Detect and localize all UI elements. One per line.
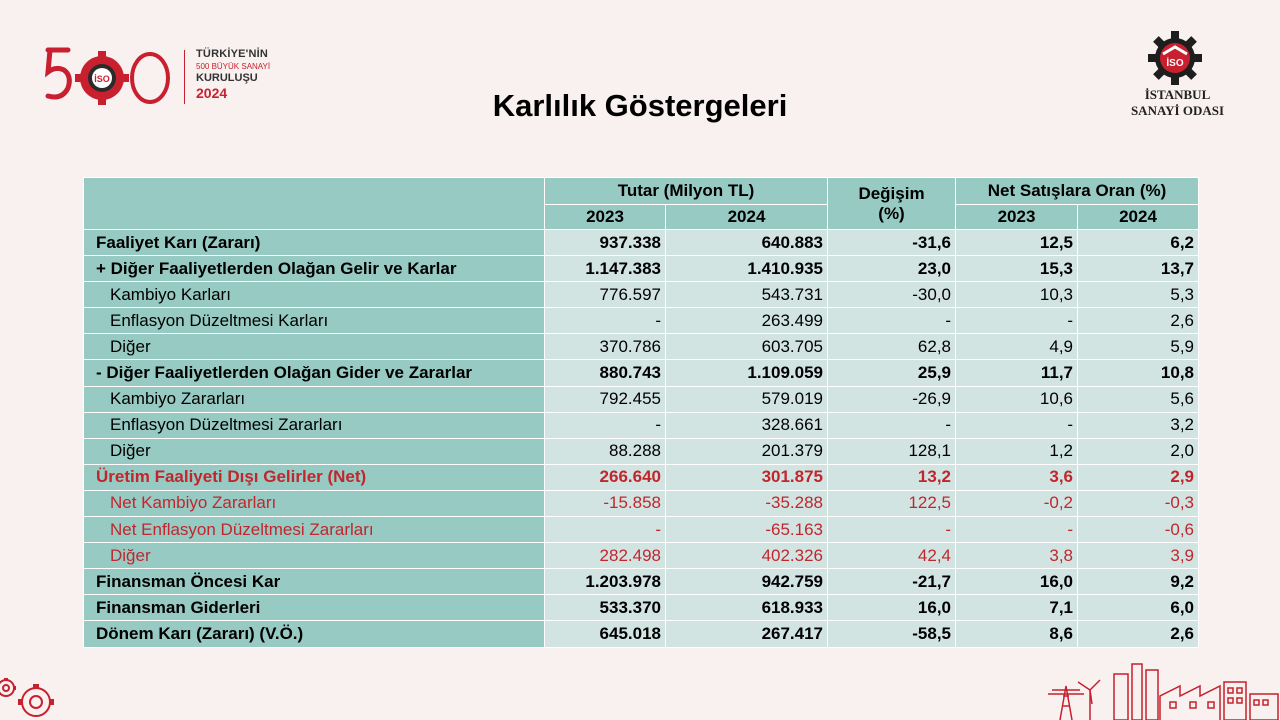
header-ratio-year-2023: 2023: [956, 205, 1078, 230]
table-row: [84, 621, 1199, 647]
cell-change: 16,0: [828, 595, 956, 621]
cell-amount-2023: 792.455: [545, 386, 666, 412]
cell-ratio-2023: 4,9: [956, 334, 1078, 360]
cell-amount-2024: 1.410.935: [666, 256, 828, 282]
cell-ratio-2023: 16,0: [956, 569, 1078, 595]
row-label: Diğer: [84, 334, 545, 360]
cell-amount-2023: 282.498: [545, 543, 666, 569]
cell-change: -: [828, 517, 956, 543]
cell-ratio-2024: 13,7: [1078, 256, 1199, 282]
table-row: [84, 490, 1199, 516]
cell-amount-2023: -15.858: [545, 490, 666, 516]
cell-ratio-2024: -0,6: [1078, 517, 1199, 543]
header-amount-group: Tutar (Milyon TL): [545, 178, 828, 205]
cell-change: -: [828, 412, 956, 438]
cell-ratio-2024: 2,9: [1078, 464, 1199, 490]
row-label: Enflasyon Düzeltmesi Zararları: [84, 412, 545, 438]
cell-ratio-2023: -: [956, 412, 1078, 438]
cell-amount-2024: 618.933: [666, 595, 828, 621]
org-name-line-1: İSTANBUL: [1144, 87, 1211, 102]
cell-ratio-2023: -: [956, 308, 1078, 334]
header-empty: [84, 178, 545, 230]
cell-change: -21,7: [828, 569, 956, 595]
cell-change: 122,5: [828, 490, 956, 516]
cell-change: -: [828, 308, 956, 334]
cell-amount-2024: -65.163: [666, 517, 828, 543]
cell-amount-2023: 1.147.383: [545, 256, 666, 282]
logo-year: 2024: [196, 85, 228, 101]
table-row: [84, 464, 1199, 490]
org-name-line-2: SANAYİ ODASI: [1130, 103, 1225, 118]
table-row: [84, 543, 1199, 569]
cell-change: -31,6: [828, 230, 956, 256]
cell-amount-2023: 645.018: [545, 621, 666, 647]
table-header-row-1: [84, 178, 1199, 205]
cell-ratio-2024: 10,8: [1078, 360, 1199, 386]
cell-amount-2024: 402.326: [666, 543, 828, 569]
cell-ratio-2024: 5,9: [1078, 334, 1199, 360]
cell-change: -26,9: [828, 386, 956, 412]
table-row: [84, 569, 1199, 595]
cell-amount-2024: 263.499: [666, 308, 828, 334]
cell-amount-2024: 640.883: [666, 230, 828, 256]
table-row: [84, 282, 1199, 308]
table-row: [84, 256, 1199, 282]
cell-change: 13,2: [828, 464, 956, 490]
cell-amount-2024: 328.661: [666, 412, 828, 438]
row-label: Net Enflasyon Düzeltmesi Zararları: [84, 517, 545, 543]
cell-ratio-2024: 5,6: [1078, 386, 1199, 412]
header-ratio-group: Net Satışlara Oran (%): [956, 178, 1199, 205]
cell-change: -30,0: [828, 282, 956, 308]
cell-amount-2023: 370.786: [545, 334, 666, 360]
cell-amount-2024: -35.288: [666, 490, 828, 516]
row-label: Net Kambiyo Zararları: [84, 490, 545, 516]
table-row: [84, 595, 1199, 621]
cell-change: 62,8: [828, 334, 956, 360]
header-change: [828, 178, 956, 230]
row-label: Üretim Faaliyeti Dışı Gelirler (Net): [84, 464, 545, 490]
logo-line-2: 500 BÜYÜK SANAYİ: [196, 62, 271, 71]
cell-amount-2024: 603.705: [666, 334, 828, 360]
cell-ratio-2023: -: [956, 517, 1078, 543]
cell-amount-2024: 543.731: [666, 282, 828, 308]
header-year-2023: 2023: [545, 205, 666, 230]
cell-ratio-2024: 3,9: [1078, 543, 1199, 569]
logo-right-badge: İSO: [1166, 58, 1184, 69]
header-change-line-2: (%): [878, 203, 905, 223]
row-label: Dönem Karı (Zararı) (V.Ö.): [84, 621, 545, 647]
cell-ratio-2023: 11,7: [956, 360, 1078, 386]
table-row: [84, 230, 1199, 256]
header-ratio-year-2024: 2024: [1078, 205, 1199, 230]
cell-amount-2024: 942.759: [666, 569, 828, 595]
cell-amount-2023: 776.597: [545, 282, 666, 308]
table-row: [84, 517, 1199, 543]
profitability-table: [83, 177, 1199, 648]
cell-change: 25,9: [828, 360, 956, 386]
iso-gear-icon: [1147, 30, 1203, 86]
cell-ratio-2023: -0,2: [956, 490, 1078, 516]
row-label: Diğer: [84, 438, 545, 464]
row-label: Finansman Öncesi Kar: [84, 569, 545, 595]
cell-ratio-2023: 12,5: [956, 230, 1078, 256]
row-label: Finansman Giderleri: [84, 595, 545, 621]
table-row: [84, 438, 1199, 464]
cell-ratio-2023: 3,6: [956, 464, 1078, 490]
header-change-line-1: Değişim: [858, 183, 925, 203]
row-label: Enflasyon Düzeltmesi Karları: [84, 308, 545, 334]
cell-change: 42,4: [828, 543, 956, 569]
table-row: [84, 412, 1199, 438]
cell-amount-2024: 267.417: [666, 621, 828, 647]
cell-amount-2023: 880.743: [545, 360, 666, 386]
cell-ratio-2023: 1,2: [956, 438, 1078, 464]
logo-left-badge: İSO: [94, 74, 110, 84]
cell-ratio-2024: 6,2: [1078, 230, 1199, 256]
cell-ratio-2024: 9,2: [1078, 569, 1199, 595]
cell-ratio-2023: 10,3: [956, 282, 1078, 308]
cell-ratio-2024: 2,0: [1078, 438, 1199, 464]
factory-decoration-icon: [1040, 650, 1280, 720]
cell-amount-2023: 533.370: [545, 595, 666, 621]
cell-amount-2023: 937.338: [545, 230, 666, 256]
cell-ratio-2023: 8,6: [956, 621, 1078, 647]
logo-line-1: TÜRKİYE'NİN: [196, 48, 269, 60]
cell-amount-2024: 201.379: [666, 438, 828, 464]
row-label: - Diğer Faaliyetlerden Olağan Gider ve Zararlar: [84, 360, 545, 386]
cell-ratio-2024: -0,3: [1078, 490, 1199, 516]
cell-amount-2024: 579.019: [666, 386, 828, 412]
header-year-2024: 2024: [666, 205, 828, 230]
cell-amount-2023: 88.288: [545, 438, 666, 464]
cell-change: -58,5: [828, 621, 956, 647]
cell-amount-2023: 266.640: [545, 464, 666, 490]
cell-amount-2023: -: [545, 412, 666, 438]
cell-ratio-2024: 2,6: [1078, 308, 1199, 334]
cell-amount-2024: 1.109.059: [666, 360, 828, 386]
row-label: Faaliyet Karı (Zararı): [84, 230, 545, 256]
table-row: [84, 308, 1199, 334]
table-row: [84, 334, 1199, 360]
cell-ratio-2024: 5,3: [1078, 282, 1199, 308]
logo-line-3: KURULUŞU: [196, 72, 258, 84]
row-label: Diğer: [84, 543, 545, 569]
page-title: Karlılık Göstergeleri: [492, 88, 788, 123]
cell-change: 128,1: [828, 438, 956, 464]
table-row: [84, 386, 1199, 412]
cell-ratio-2024: 2,6: [1078, 621, 1199, 647]
cell-change: 23,0: [828, 256, 956, 282]
row-label: + Diğer Faaliyetlerden Olağan Gelir ve Karlar: [84, 256, 545, 282]
cell-ratio-2024: 6,0: [1078, 595, 1199, 621]
cell-ratio-2023: 3,8: [956, 543, 1078, 569]
row-label: Kambiyo Karları: [84, 282, 545, 308]
gears-decoration-icon: [0, 670, 60, 720]
cell-amount-2024: 301.875: [666, 464, 828, 490]
cell-amount-2023: 1.203.978: [545, 569, 666, 595]
row-label: Kambiyo Zararları: [84, 386, 545, 412]
cell-ratio-2024: 3,2: [1078, 412, 1199, 438]
cell-ratio-2023: 7,1: [956, 595, 1078, 621]
cell-amount-2023: -: [545, 517, 666, 543]
cell-amount-2023: -: [545, 308, 666, 334]
table-row: [84, 360, 1199, 386]
cell-ratio-2023: 15,3: [956, 256, 1078, 282]
cell-ratio-2023: 10,6: [956, 386, 1078, 412]
